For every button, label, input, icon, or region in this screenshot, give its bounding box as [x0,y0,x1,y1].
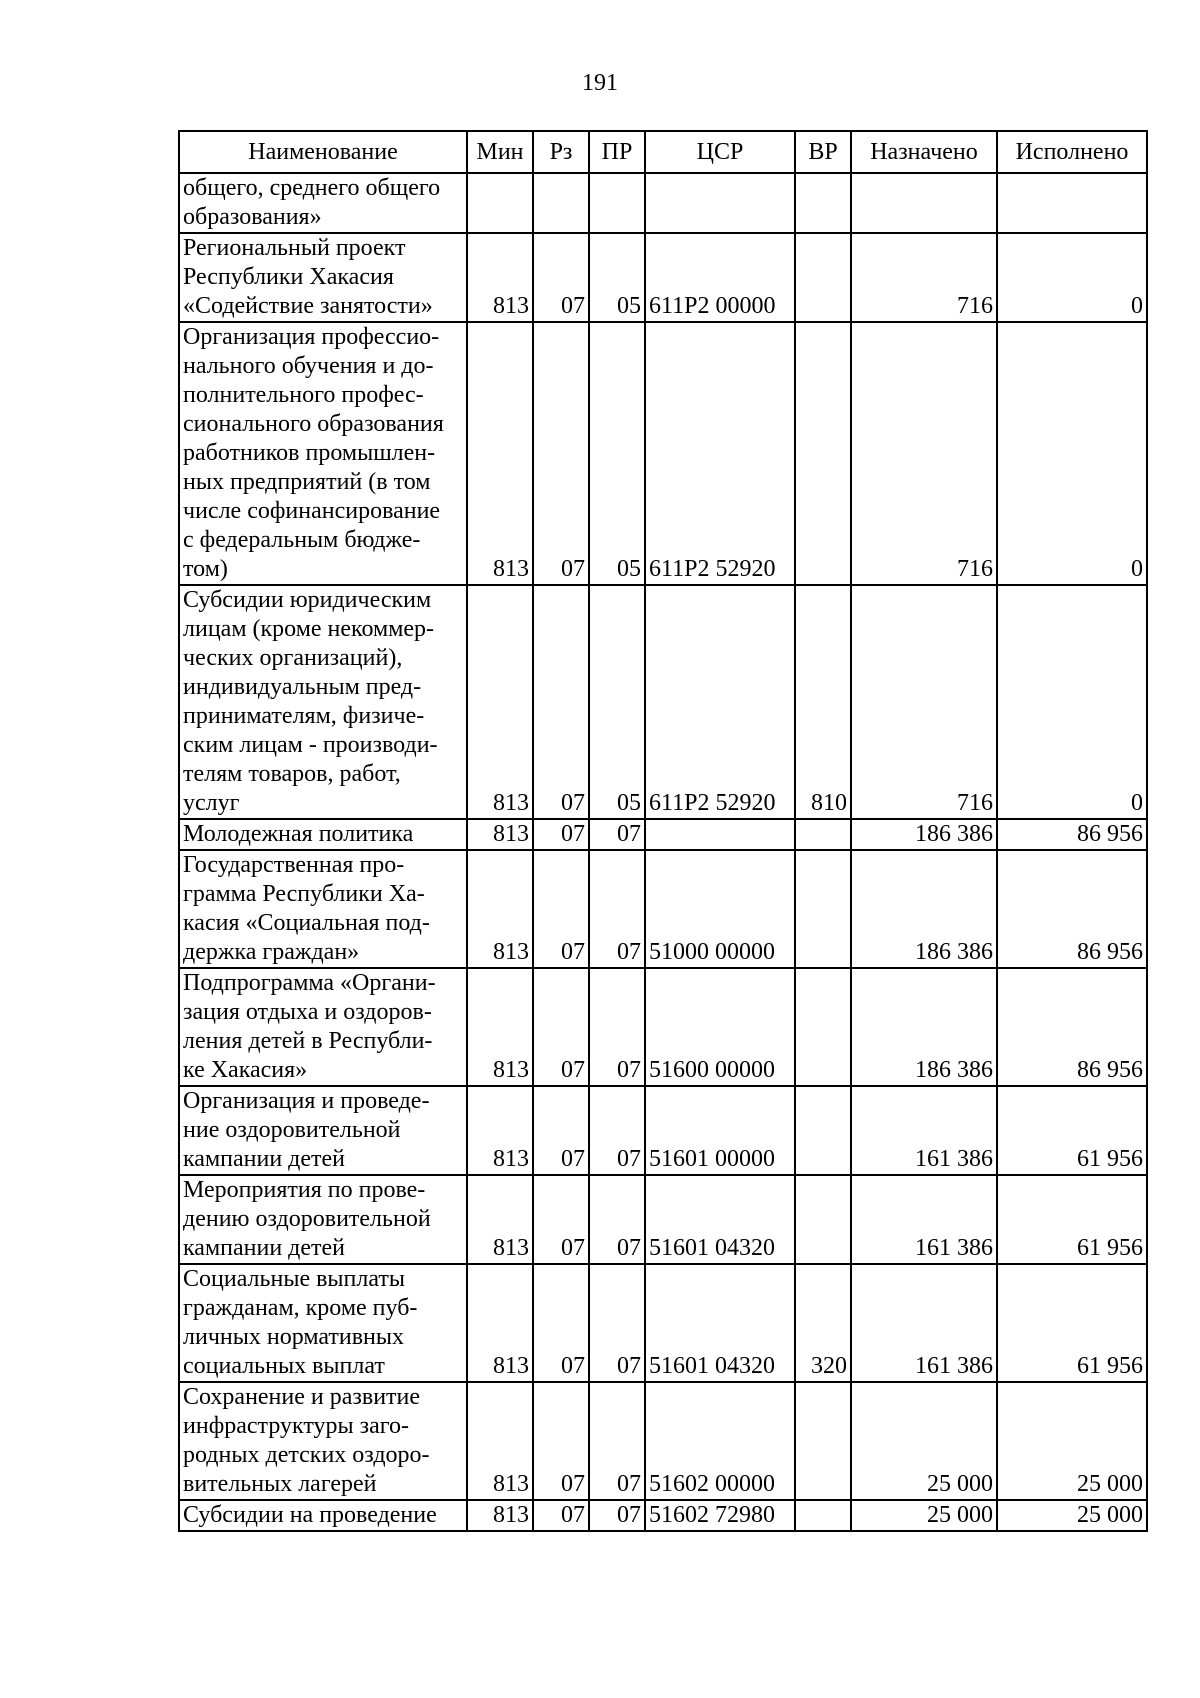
row-csr-cell [645,819,795,850]
row-assigned-cell: 716 [851,322,997,585]
row-name-line: ных предприятий (в том [183,469,431,495]
header-name: Наименование [179,131,467,173]
table-row [179,1086,1147,1175]
header-executed: Исполнено [997,131,1147,173]
row-name-line: личных нормативных [183,1324,405,1350]
row-csr-cell: 611Р2 52920 [645,585,795,819]
row-name-cell [179,1264,467,1382]
row-name-line: ние оздоровительной [183,1117,401,1143]
row-name-line: Организация и проведе- [183,1088,430,1114]
table-row [179,819,1147,850]
row-assigned-cell [851,173,997,233]
table-row [179,850,1147,968]
row-name-line: «Содействие занятости» [183,293,433,319]
row-name-line: Региональный проект [183,235,406,261]
row-name-line: Субсидии юридическим [183,587,432,613]
row-pr-cell: 05 [589,585,645,819]
row-min-cell: 813 [467,1086,533,1175]
row-csr-cell: 51601 04320 [645,1264,795,1382]
row-name-line: ческих организаций), [183,645,403,671]
table-row [179,173,1147,233]
row-pr-cell: 07 [589,1086,645,1175]
table-row [179,1175,1147,1264]
row-name-line: том) [183,556,228,582]
row-assigned-cell: 716 [851,585,997,819]
row-name-line: сионального образования [183,411,444,437]
row-name-line: общего, среднего общего [183,175,441,201]
row-name-cell [179,585,467,819]
table-row [179,322,1147,585]
row-csr-cell: 51000 00000 [645,850,795,968]
row-name-line: гражданам, кроме пуб- [183,1295,418,1321]
row-name-line: телям товаров, работ, [183,761,401,787]
row-rz-cell: 07 [533,968,589,1086]
row-rz-cell: 07 [533,1086,589,1175]
row-pr-cell: 07 [589,850,645,968]
row-name-line: принимателям, физиче- [183,703,425,729]
row-assigned-cell: 25 000 [851,1382,997,1500]
row-name-line: ским лицам - производи- [183,732,438,758]
row-name-line: кампании детей [183,1235,346,1261]
row-name-line: Мероприятия по прове- [183,1177,426,1203]
row-vr-cell [795,968,851,1086]
row-name-cell [179,233,467,322]
row-name-cell [179,968,467,1086]
table-body [179,173,1147,1531]
row-csr-cell: 611Р2 00000 [645,233,795,322]
row-name-line: работников промышлен- [183,440,436,466]
row-name-line: касия «Социальная под- [183,910,430,936]
row-name-cell [179,1086,467,1175]
row-min-cell: 813 [467,233,533,322]
row-vr-cell [795,819,851,850]
row-name-line: Молодежная политика [183,821,414,847]
row-vr-cell: 320 [795,1264,851,1382]
budget-table [178,130,1148,1532]
row-name-line: числе софинансирование [183,498,441,524]
row-rz-cell: 07 [533,233,589,322]
row-rz-cell [533,173,589,233]
row-assigned-cell: 161 386 [851,1086,997,1175]
row-name-cell [179,850,467,968]
row-min-cell: 813 [467,1500,533,1531]
row-executed-cell: 0 [997,322,1147,585]
row-assigned-cell: 161 386 [851,1264,997,1382]
row-vr-cell [795,322,851,585]
row-pr-cell: 07 [589,968,645,1086]
row-pr-cell: 05 [589,233,645,322]
row-rz-cell: 07 [533,1500,589,1531]
row-executed-cell [997,173,1147,233]
row-rz-cell: 07 [533,1264,589,1382]
row-pr-cell [589,173,645,233]
row-pr-cell: 07 [589,1500,645,1531]
row-name-line: с федеральным бюдже- [183,527,421,553]
row-vr-cell [795,1175,851,1264]
row-rz-cell: 07 [533,1175,589,1264]
row-pr-cell: 07 [589,819,645,850]
row-name-line: Социальные выплаты [183,1266,406,1292]
row-vr-cell [795,233,851,322]
table-row [179,1382,1147,1500]
row-name-line: индивидуальным пред- [183,674,422,700]
row-min-cell: 813 [467,1175,533,1264]
row-name-line: Государственная про- [183,852,405,878]
table-row [179,968,1147,1086]
row-min-cell: 813 [467,322,533,585]
row-assigned-cell: 186 386 [851,819,997,850]
row-name-line: лицам (кроме некоммер- [183,616,435,642]
table-header-row [179,131,1147,173]
row-csr-cell: 51602 72980 [645,1500,795,1531]
table-row [179,585,1147,819]
row-name-line: кампании детей [183,1146,346,1172]
row-name-cell [179,1382,467,1500]
header-pr: ПР [589,131,645,173]
row-executed-cell: 86 956 [997,819,1147,850]
row-executed-cell: 25 000 [997,1500,1147,1531]
row-name-line: Сохранение и развитие [183,1384,421,1410]
row-name-line: Подпрограмма «Органи- [183,970,436,996]
row-vr-cell [795,1382,851,1500]
table-row [179,233,1147,322]
row-min-cell: 813 [467,1264,533,1382]
row-csr-cell: 51600 00000 [645,968,795,1086]
page-number: 191 [582,70,618,96]
row-pr-cell: 07 [589,1175,645,1264]
header-assigned: Назначено [851,131,997,173]
row-name-line: образования» [183,204,322,230]
row-name-line: Республики Хакасия [183,264,394,290]
row-csr-cell: 611Р2 52920 [645,322,795,585]
row-executed-cell: 86 956 [997,968,1147,1086]
row-executed-cell: 0 [997,585,1147,819]
table-row [179,1500,1147,1531]
row-name-line: инфраструктуры заго- [183,1413,410,1439]
row-pr-cell: 07 [589,1264,645,1382]
row-vr-cell [795,173,851,233]
row-name-line: ке Хакасия» [183,1057,308,1083]
row-name-line: родных детских оздоро- [183,1442,430,1468]
row-vr-cell [795,1500,851,1531]
row-csr-cell: 51601 04320 [645,1175,795,1264]
row-rz-cell: 07 [533,819,589,850]
row-assigned-cell: 186 386 [851,968,997,1086]
header-vr: ВР [795,131,851,173]
header-min: Мин [467,131,533,173]
row-pr-cell: 05 [589,322,645,585]
row-name-cell [179,1500,467,1531]
row-name-line: дению оздоровительной [183,1206,431,1232]
row-name-line: зация отдыха и оздоров- [183,999,432,1025]
row-csr-cell: 51601 00000 [645,1086,795,1175]
row-executed-cell: 0 [997,233,1147,322]
row-executed-cell: 61 956 [997,1264,1147,1382]
row-vr-cell [795,850,851,968]
row-min-cell: 813 [467,819,533,850]
row-assigned-cell: 161 386 [851,1175,997,1264]
row-name-line: услуг [183,790,240,816]
row-rz-cell: 07 [533,1382,589,1500]
row-name-line: Организация профессио- [183,324,440,350]
row-name-cell [179,819,467,850]
row-assigned-cell: 186 386 [851,850,997,968]
row-name-cell [179,1175,467,1264]
row-assigned-cell: 25 000 [851,1500,997,1531]
row-executed-cell: 25 000 [997,1382,1147,1500]
row-min-cell [467,173,533,233]
row-name-line: Субсидии на проведение [183,1502,437,1528]
row-name-line: социальных выплат [183,1353,385,1379]
row-csr-cell: 51602 00000 [645,1382,795,1500]
row-name-cell [179,322,467,585]
row-min-cell: 813 [467,1382,533,1500]
row-executed-cell: 86 956 [997,850,1147,968]
row-pr-cell: 07 [589,1382,645,1500]
row-rz-cell: 07 [533,850,589,968]
row-min-cell: 813 [467,585,533,819]
row-executed-cell: 61 956 [997,1086,1147,1175]
row-rz-cell: 07 [533,585,589,819]
row-vr-cell [795,1086,851,1175]
row-name-cell [179,173,467,233]
row-name-line: вительных лагерей [183,1471,377,1497]
row-rz-cell: 07 [533,322,589,585]
row-min-cell: 813 [467,850,533,968]
row-name-line: полнительного профес- [183,382,424,408]
row-assigned-cell: 716 [851,233,997,322]
row-name-line: держка граждан» [183,939,360,965]
row-vr-cell: 810 [795,585,851,819]
row-executed-cell: 61 956 [997,1175,1147,1264]
header-csr: ЦСР [645,131,795,173]
row-name-line: грамма Республики Ха- [183,881,425,907]
table-row [179,1264,1147,1382]
row-csr-cell [645,173,795,233]
row-min-cell: 813 [467,968,533,1086]
row-name-line: нального обучения и до- [183,353,434,379]
header-rz: Рз [533,131,589,173]
row-name-line: ления детей в Республи- [183,1028,433,1054]
